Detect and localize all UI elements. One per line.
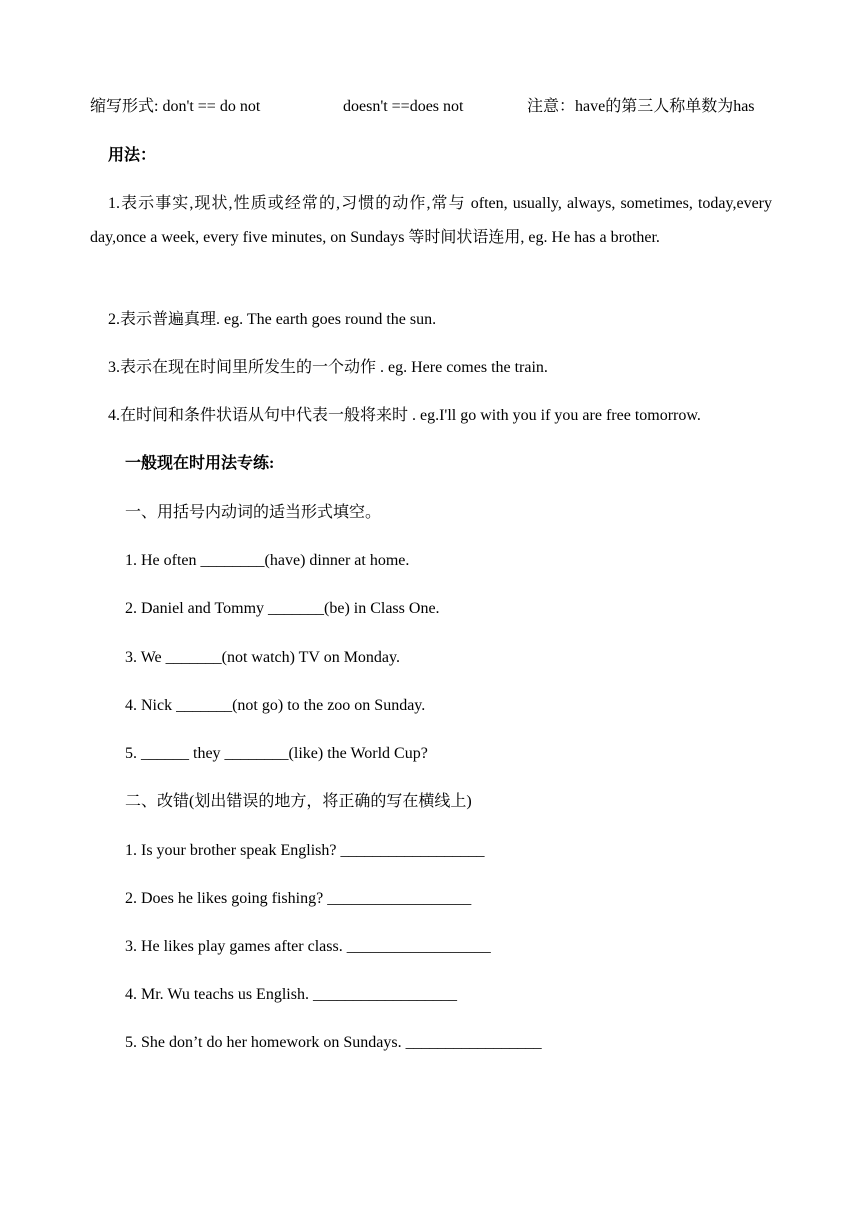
section1-item-3: 3. We _______(not watch) TV on Monday. — [125, 649, 400, 666]
section2-item-1: 1. Is your brother speak English? __________________ — [125, 842, 485, 859]
note-text: 注意：have的第三人称单数为has — [527, 98, 755, 115]
section1-title: 一、用括号内动词的适当形式填空。 — [125, 504, 382, 521]
usage-item-4: 4.在时间和条件状语从句中代表一般将来时 . eg.I'll go with you if you are free tomorrow. — [108, 407, 701, 424]
section1-item-2: 2. Daniel and Tommy _______(be) in Class One. — [125, 600, 440, 617]
usage-item-1: 1.表示事实,现状,性质或经常的,习惯的动作,常与 often, usually, always, sometimes, today,every day,once a week, every five minutes, on Sundays 等时间状语连用, eg. He has a brother. — [90, 195, 772, 246]
section1-item-4: 4. Nick _______(not go) to the zoo on Sunday. — [125, 697, 426, 714]
contraction-text-1: 缩写形式: don't == do not — [90, 98, 261, 115]
section2-item-2: 2. Does he likes going fishing? __________________ — [125, 890, 472, 907]
exercise-heading: 一般现在时用法专练: — [125, 455, 275, 472]
usage-item-2: 2.表示普遍真理. eg. The earth goes round the sun. — [108, 311, 437, 328]
section1-item-5: 5. ______ they ________(like) the World Cup? — [125, 745, 428, 762]
section2-title: 二、改错(划出错误的地方，将正确的写在横线上) — [125, 793, 472, 810]
usage-item-3: 3.表示在现在时间里所发生的一个动作 . eg. Here comes the train. — [108, 359, 548, 376]
section2-item-4: 4. Mr. Wu teachs us English. __________________ — [125, 986, 457, 1003]
section2-item-3: 3. He likes play games after class. __________________ — [125, 938, 491, 955]
section1-item-1: 1. He often ________(have) dinner at home. — [125, 552, 410, 569]
usage-heading: 用法： — [108, 147, 157, 164]
section2-item-5: 5. She don’t do her homework on Sundays. _________________ — [125, 1034, 542, 1051]
contraction-text-2: doesn't ==does not — [343, 98, 464, 115]
